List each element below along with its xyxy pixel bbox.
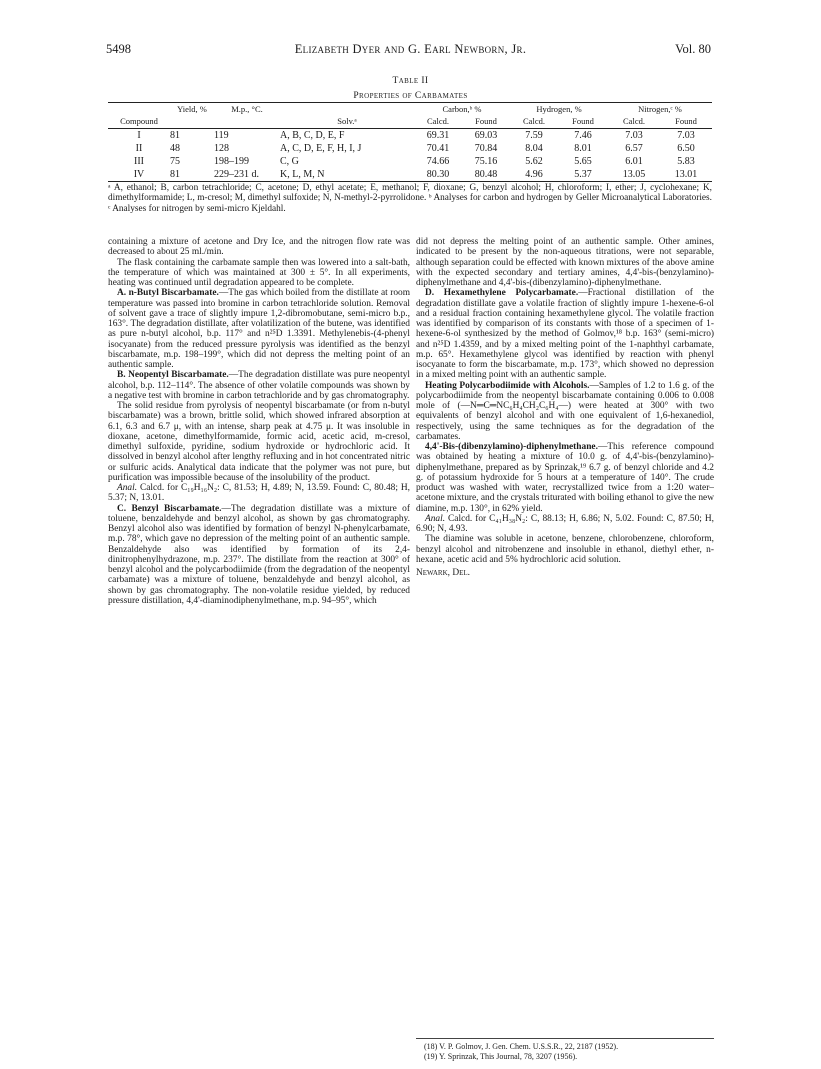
cell-solvent: K, L, M, N xyxy=(280,168,325,180)
cell-h-calcd: 5.62 xyxy=(525,155,543,167)
left-column xyxy=(108,237,410,606)
paragraph: The flask containing the carbamate sample then was lowered into a salt-bath, the temperature of which was maintained at 300 ± 5°. In all experiments, heating was continued until degradation appeared to be complete. xyxy=(108,257,410,288)
table-footnote: ᵃ A, ethanol; B, carbon tetrachloride; C, acetone; D, ethyl acetate; E, methanol; F, dioxane; G, benzyl alcohol; H, chloroform; I, ether; J, cyclohexane; K, dimethylformamide; L, m-cresol; M, dimethyl sulfoxide; N, N-methyl-2-pyrrolidone. ᵇ Analyses for carbon and hydrogen by Geller Microanalytical Laboratories. ᶜ Analyses for nitrogen by semi-micro Kjeldahl. xyxy=(108,183,712,214)
cell-yield: 81 xyxy=(170,129,180,141)
paragraph: did not depress the melting point of an authentic sample. Other amines, indicated to be present by the non-aqueous titrations, were not separable, although separation could be effected with known mixtures of the above amine with the expected secondary and tertiary amines, 4,4'-bis-(benzylamino)-diphenylmethane and 4,4'-bis-(dibenzylamino)-diphenylmethane. xyxy=(416,237,714,288)
run-in-heading: Heating Polycarbodiimide with Alcohols. xyxy=(425,380,590,391)
cell-c-found: 69.03 xyxy=(474,129,498,141)
table-row xyxy=(108,168,712,181)
reference-18: (18) V. P. Golmov, J. Gen. Chem. U.S.S.R., 22, 2187 (1952). xyxy=(424,1042,619,1051)
paragraph-neopentyl xyxy=(108,370,410,401)
paragraph-benzyl xyxy=(108,504,410,607)
cell-h-found: 5.37 xyxy=(574,168,592,180)
analysis-paragraph xyxy=(108,483,410,504)
paragraph-butyl xyxy=(108,288,410,370)
cell-mp: 229–231 d. xyxy=(214,168,259,180)
cell-yield: 48 xyxy=(170,142,180,154)
paragraph-text: —Samples of 1.2 to 1.6 g. of the polycarbodiimide from the neopentyl biscarbamate containing 0.006 to 0.008 mole of (—N═C═NC₆H₄CH₂C₆H₄—) were heated at 300° with two equivalents of benzyl alcohol and with one equivalent of 1,6-hexanediol, respectively, using the same techniques as for the degradation of the carbamates. xyxy=(416,380,714,442)
paragraph-diamine xyxy=(416,442,714,514)
paragraph-text: —This reference compound was obtained by heating a mixture of 10.0 g. of 4,4'-bis-(benzylamino)-diphenylmethane, prepared as by Sprinzak,¹⁹ 6.7 g. of benzyl chloride and 4.2 g. of potassium hydroxide for 5 hours at a temperature of 140°. The crude product was washed with water, recrystallized twice from a 1:20 water–acetone mixture, and the crystals triturated with boiling ethanol to give the new diamine, m.p. 130°, in 62% yield. xyxy=(416,442,714,514)
header-mp: M.p., °C. xyxy=(231,104,263,114)
header-solvent: Solv.ᵃ xyxy=(280,115,414,129)
cell-c-found: 80.48 xyxy=(474,168,498,180)
header-yield: Yield, % xyxy=(177,104,207,114)
header-h-found: Found xyxy=(558,115,608,129)
cell-compound: II xyxy=(135,142,143,154)
right-column xyxy=(416,237,714,578)
cell-c-calcd: 70.41 xyxy=(426,142,450,154)
volume-label: Vol. 80 xyxy=(675,42,711,56)
paragraph: containing a mixture of acetone and Dry Ice, and the nitrogen flow rate was decreased to about 25 ml./min. xyxy=(108,237,410,258)
run-in-heading: 4,4'-Bis-(dibenzylamino)-diphenylmethane. xyxy=(425,442,598,452)
cell-h-calcd: 4.96 xyxy=(525,168,543,180)
cell-n-calcd: 13.05 xyxy=(622,168,646,180)
table-row xyxy=(108,129,712,143)
paragraph-hexamethylene xyxy=(416,288,714,380)
cell-mp: 198–199 xyxy=(214,155,249,167)
cell-yield: 81 xyxy=(170,168,180,180)
cell-n-found: 7.03 xyxy=(677,129,695,141)
analysis-paragraph xyxy=(416,514,714,535)
cell-n-calcd: 7.03 xyxy=(625,129,643,141)
run-in-heading: D. Hexamethylene Polycarbamate. xyxy=(425,288,579,299)
table-number: Table II xyxy=(392,76,429,86)
cell-n-found: 6.50 xyxy=(677,142,695,154)
cell-n-found: 13.01 xyxy=(674,168,698,180)
table-caption: Properties of Carbamates xyxy=(353,91,468,101)
properties-table xyxy=(108,102,712,182)
cell-compound: III xyxy=(134,155,144,167)
running-head-authors: Elizabeth Dyer and G. Earl Newborn, Jr. xyxy=(294,42,527,56)
anal-label: Anal. xyxy=(117,483,138,493)
cell-yield: 75 xyxy=(170,155,180,167)
cell-h-found: 7.46 xyxy=(574,129,592,141)
cell-solvent: A, C, D, E, F, H, I, J xyxy=(280,142,362,154)
table-row xyxy=(108,155,712,168)
table-row xyxy=(108,142,712,155)
header-compound: Compound xyxy=(108,115,170,129)
header-c-calcd: Calcd. xyxy=(414,115,462,129)
cell-mp: 128 xyxy=(214,142,229,154)
cell-n-calcd: 6.57 xyxy=(625,142,643,154)
cell-c-calcd: 69.31 xyxy=(426,129,450,141)
cell-h-found: 8.01 xyxy=(574,142,592,154)
cell-solvent: A, B, C, D, E, F xyxy=(280,129,345,141)
cell-n-found: 5.83 xyxy=(677,155,695,167)
paragraph-text: —The degradation distillate was pure neopentyl alcohol, b.p. 112–114°. The absence of other volatile compounds was shown by a negative test with bromine in carbon tetrachloride and by gas chromatography. xyxy=(108,370,410,401)
cell-compound: I xyxy=(137,129,141,141)
run-in-heading: A. n-Butyl Biscarbamate. xyxy=(117,288,219,299)
header-carbon: Carbon,ᵇ % xyxy=(442,104,482,114)
cell-c-found: 70.84 xyxy=(474,142,498,154)
paragraph-text: —Fractional distillation of the degradation distillate gave a volatile fraction of slightly impure 1-hexene-6-ol and a residual fraction containing hexamethylene glycol. The volatile fraction was identified by comparison of its constants with those of a specimen of 1-hexene-6-ol synthesized by the method of Golmov,¹⁸ b.p. 163° (semi-micro) and n²⁵D 1.4359, and by a mixed melting point of the 1-naphthyl carbamate, m.p. 65°. Hexamethylene glycol was identified by reaction with phenyl isocyanate to form the biscarbamate, m.p. 173°, which showed no depression in a mixed melting point with an authentic sample. xyxy=(416,288,714,381)
reference-19: (19) Y. Sprinzak, This Journal, 78, 3207 (1956). xyxy=(424,1051,578,1061)
cell-compound: IV xyxy=(133,168,145,180)
cell-h-calcd: 7.59 xyxy=(525,129,543,141)
cell-h-calcd: 8.04 xyxy=(525,142,543,154)
header-h-calcd: Calcd. xyxy=(510,115,558,129)
paragraph-text: —The gas which boiled from the distillate at room temperature was passed into bromine in carbon tetrachloride solution. Removal of solvent gave a trace of slightly impure 1,2-dibromobutane, semi-micro b.p., 163°. The degradation distillate, after volatilization of the butene, was identified as pure n-butyl alcohol, b.p. 117° and n²⁵D 1.3391. Methylenebis-(4-phenyl isocyanate) from the reduced pressure pyrolysis was identified as the benzyl biscarbamate, m.p. 198–199°, which did not depress the melting point of an authentic sample. xyxy=(108,288,411,370)
run-in-heading: C. Benzyl Biscarbamate. xyxy=(117,503,222,514)
header-n-found: Found xyxy=(660,115,712,129)
cell-c-calcd: 74.66 xyxy=(426,155,450,167)
cell-mp: 119 xyxy=(214,129,229,141)
cell-h-found: 5.65 xyxy=(574,155,592,167)
paragraph: The solid residue from pyrolysis of neopentyl biscarbamate (or from n-butyl biscarbamate) was a brown, brittle solid, which showed infrared absorption at 6.1, 6.3 and 6.7 μ, with an intense, sharp peak at 4.75 μ. It was insoluble in dioxane, acetone, dimethylformamide, formic acid, acetic acid, m-cresol, dimethyl sulfoxide, pyridine, sodium hydroxide or hydrochloric acid. It dissolved in benzyl alcohol after lengthy refluxing and in hot concentrated nitric or sulfuric acids. Analytical data indicate that the polymer was not pure, but purification was impossible because of the insolubility of the product. xyxy=(108,401,410,483)
cell-n-calcd: 6.01 xyxy=(625,155,643,167)
paragraph-text: Calcd. for C₁₉H₁₆N₂: C, 81.53; H, 4.89; N, 13.59. Found: C, 80.48; H, 5.37; N, 13.01. xyxy=(108,483,410,504)
cell-c-calcd: 80.30 xyxy=(426,168,450,180)
header-hydrogen: Hydrogen, % xyxy=(536,104,582,114)
anal-label: Anal. xyxy=(425,513,446,524)
paragraph-polycarbodiimide xyxy=(416,381,714,443)
paragraph: The diamine was soluble in acetone, benzene, chlorobenzene, chloroform, benzyl alcohol and nitrobenzene and insoluble in ethanol, diethyl ether, n-hexane, acetic acid and 5% hydrochloric acid solution. xyxy=(416,534,714,565)
run-in-heading: B. Neopentyl Biscarbamate. xyxy=(117,370,229,381)
header-n-calcd: Calcd. xyxy=(608,115,660,129)
cell-c-found: 75.16 xyxy=(474,155,498,167)
header-nitrogen: Nitrogen,ᶜ % xyxy=(638,104,682,114)
header-c-found: Found xyxy=(462,115,510,129)
place-line: Newark, Del. xyxy=(416,568,471,578)
cell-solvent: C, G xyxy=(280,155,299,167)
paragraph-text: —The degradation distillate was a mixture of toluene, benzaldehyde and benzyl alcohol, as shown by gas chromatography. Benzyl alcohol also was identified by formation of benzyl N-phenylcarbamate, m.p. 78°, which gave no depression of the melting point of an authentic sample. Benzaldehyde also was identified by formation of its 2,4-dinitrophenylhydrazone, m.p. 237°. The distillate from the reaction at 300° of benzyl alcohol and the polycarbodiimide (from the degradation of the neopentyl carbamate) was a mixture of toluene, benzaldehyde and benzyl alcohol, as shown by gas chromatography. The non-volatile residue yielded, by reduced pressure distillation, 4,4'-diaminodiphenylmethane, m.p. 94–95°, which xyxy=(108,503,410,606)
references xyxy=(416,1038,714,1061)
page-number: 5498 xyxy=(106,42,131,56)
paragraph-text: Calcd. for C₄₁H₃₈N₂: C, 88.13; H, 6.86; N, 5.02. Found: C, 87.50; H, 6.90; N, 4.93. xyxy=(416,513,714,534)
